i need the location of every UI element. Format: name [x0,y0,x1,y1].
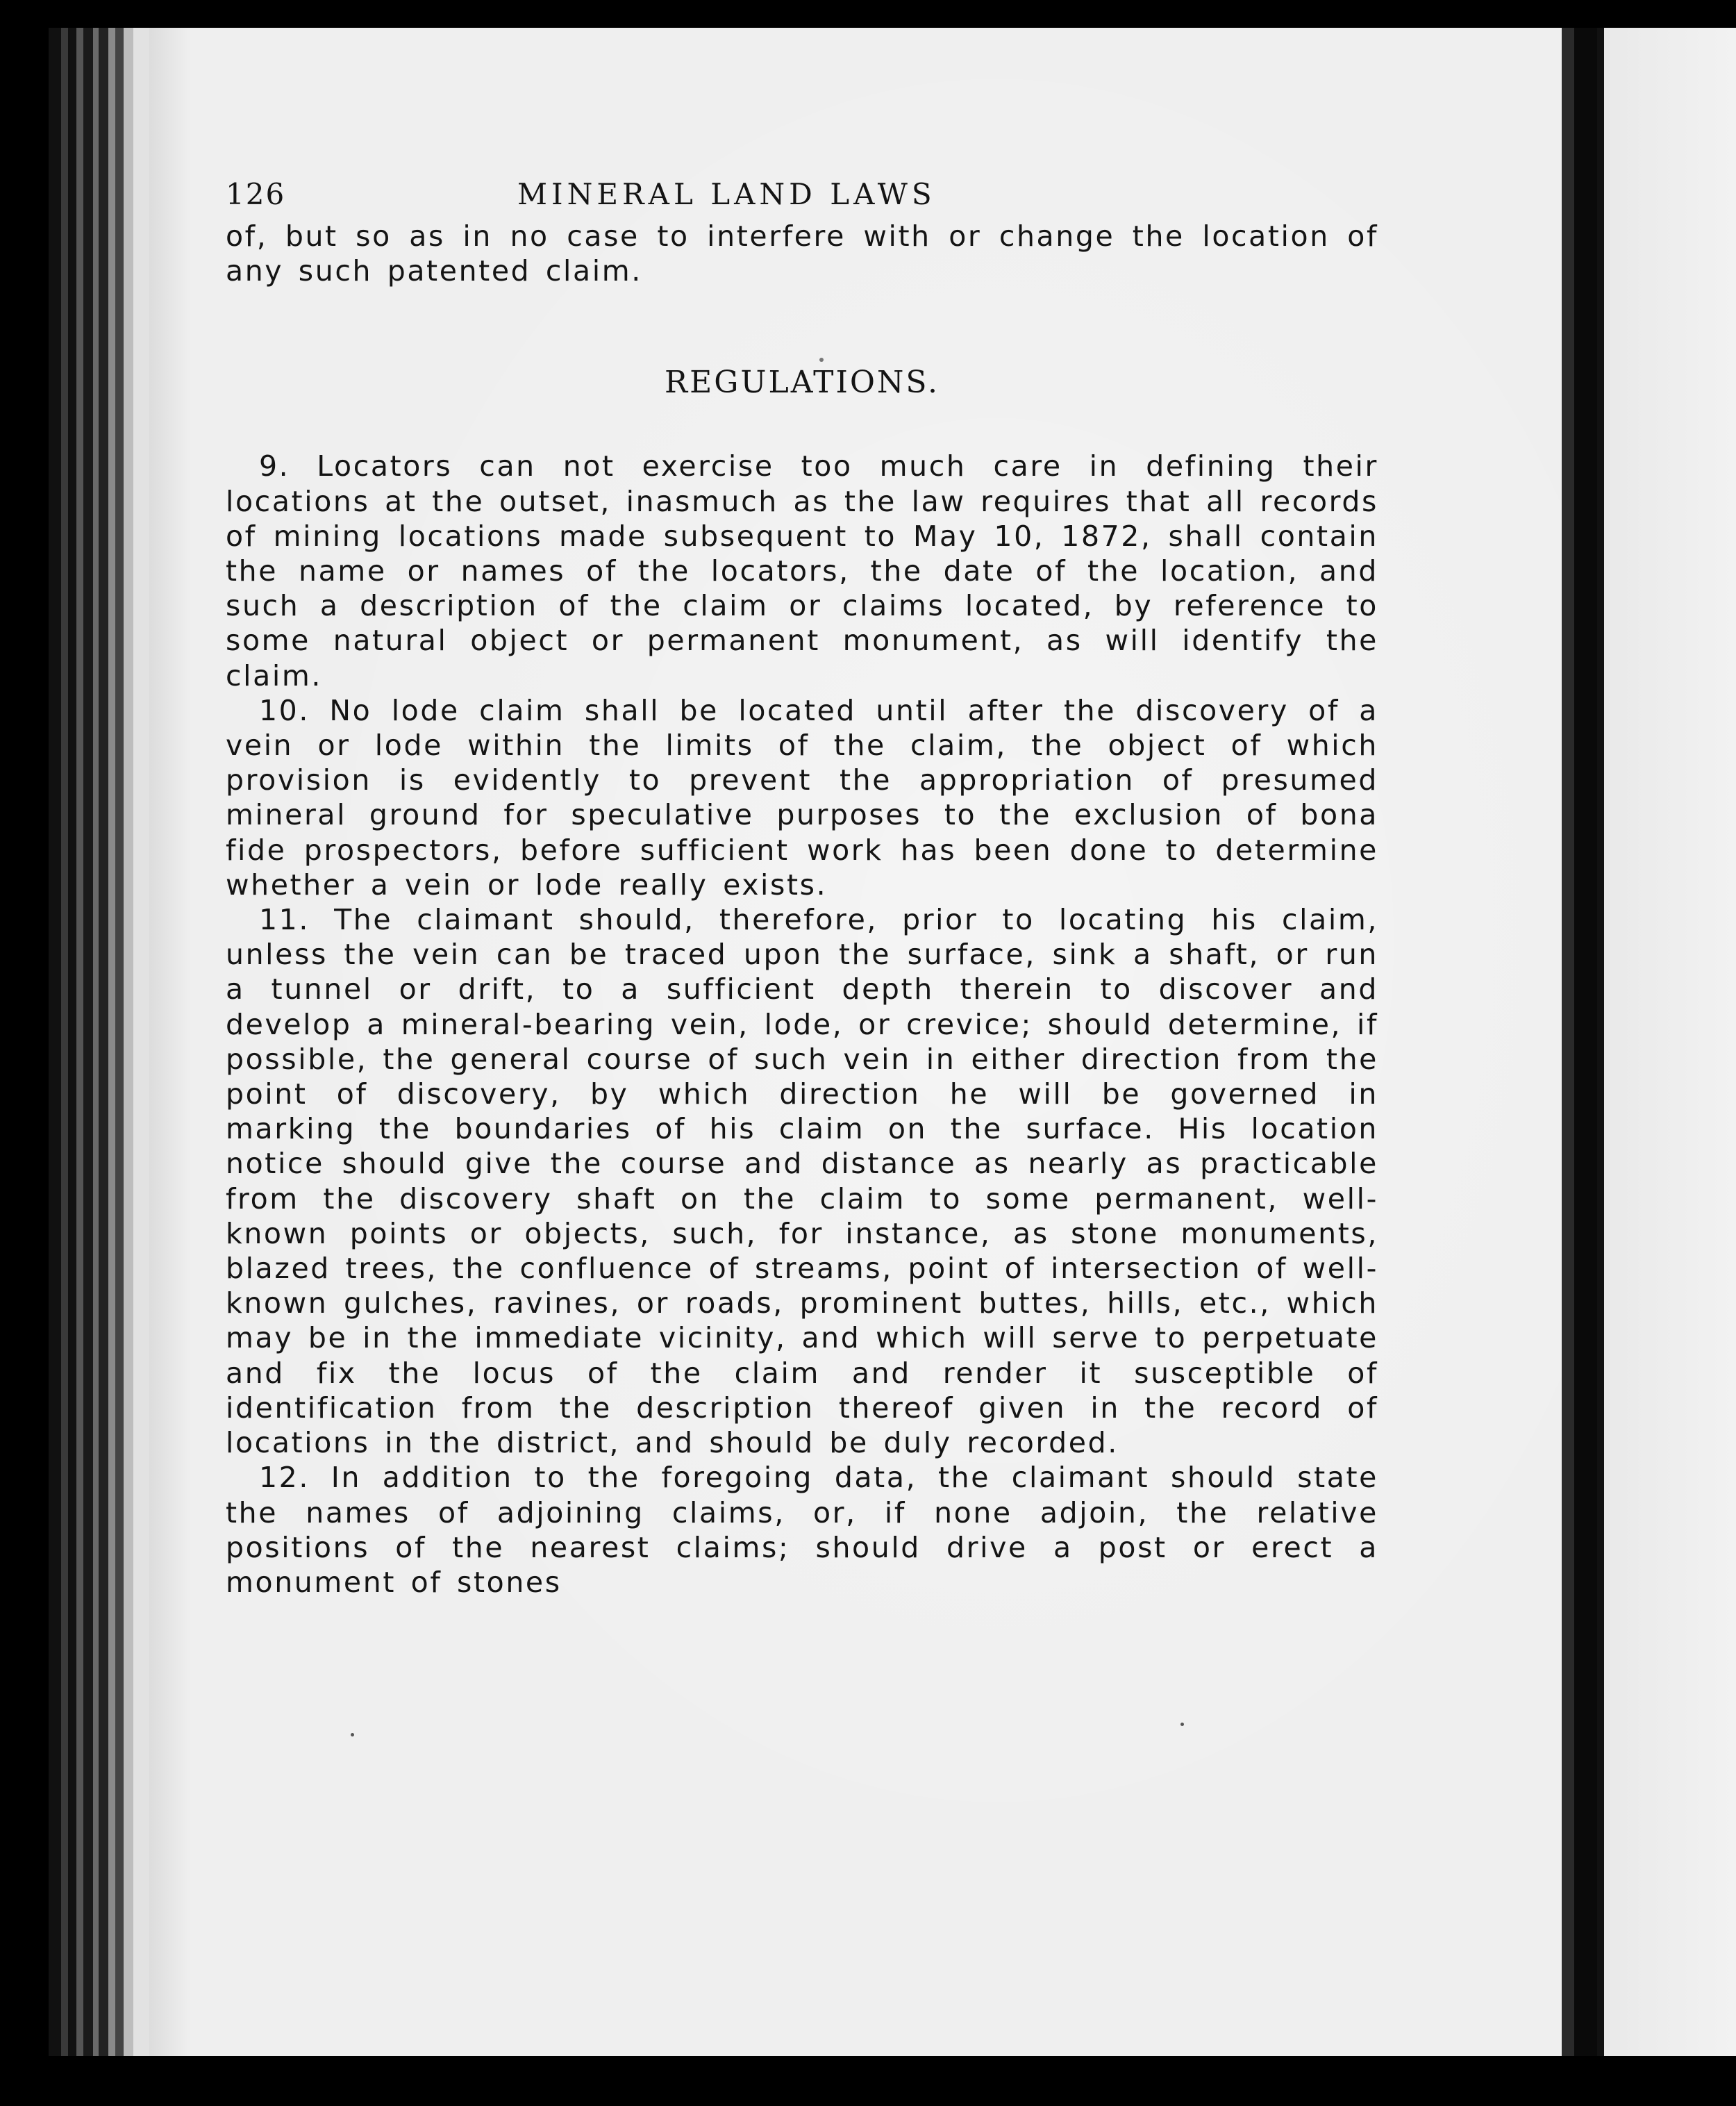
paragraph-9: 9. Locators can not exercise too much care in defining their locations at the outset, inasmuch as the law requires that all records of mining locations made subsequent to May 10, 1872, shall contain the name or names of the locators, the date of the location, and such a description of the claim or claims located, by reference to some natural object or permanent monument, as will identify the claim. [226,449,1378,693]
ink-speck [351,1733,354,1736]
book-edge [49,28,160,2056]
gutter-shadow [1574,28,1597,2056]
section-heading: REGULATIONS. [665,365,940,401]
facing-page-edge [1597,28,1736,2056]
running-head [226,177,1378,219]
ink-speck [1180,1723,1184,1726]
page-number: 126 [226,177,286,211]
page-text [226,177,1378,1600]
continuation-text: of, but so as in no case to interfere with or change the location of any such patented claim. [226,219,1378,288]
paragraph-12: 12. In addition to the foregoing data, the claimant should state the names of adjoining claims, or, if none adjoin, the relative positions of the nearest claims; should drive a post or erect a monument of stones [226,1461,1378,1599]
paragraph-10: 10. No lode claim shall be located until after the discovery of a vein or lode within the limits of the claim, the object of which provision is evidently to prevent the appropriation of presumed mineral ground for speculative purposes to the exclusion of bona fide prospectors, before sufficient work has been done to determine whether a vein or lode really exists. [226,693,1378,902]
running-title: MINERAL LAND LAWS [517,177,936,211]
paragraph-11: 11. The claimant should, therefore, prior to locating his claim, unless the vein can be traced upon the surface, sink a shaft, or run a tunnel or drift, to a sufficient depth therein to discover and develop a mineral-bearing vein, lode, or crevice; should determine, if possible, the general course of such vein in either direction from the point of discovery, by which direction he will be governed in marking the boundaries of his claim on the surface. His location notice should give the course and distance as nearly as practicable from the discovery shaft on the claim to some permanent, well-known points or objects, such, for instance, as stone monuments, blazed trees, the confluence of streams, point of intersection of well-known gulches, ravines, or roads, prominent buttes, hills, etc., which may be in the immediate vicinity, and which will serve to perpetuate and fix the locus of the claim and render it susceptible of identification from the description thereof given in the record of locations in the district, and should be duly recorded. [226,903,1378,1460]
